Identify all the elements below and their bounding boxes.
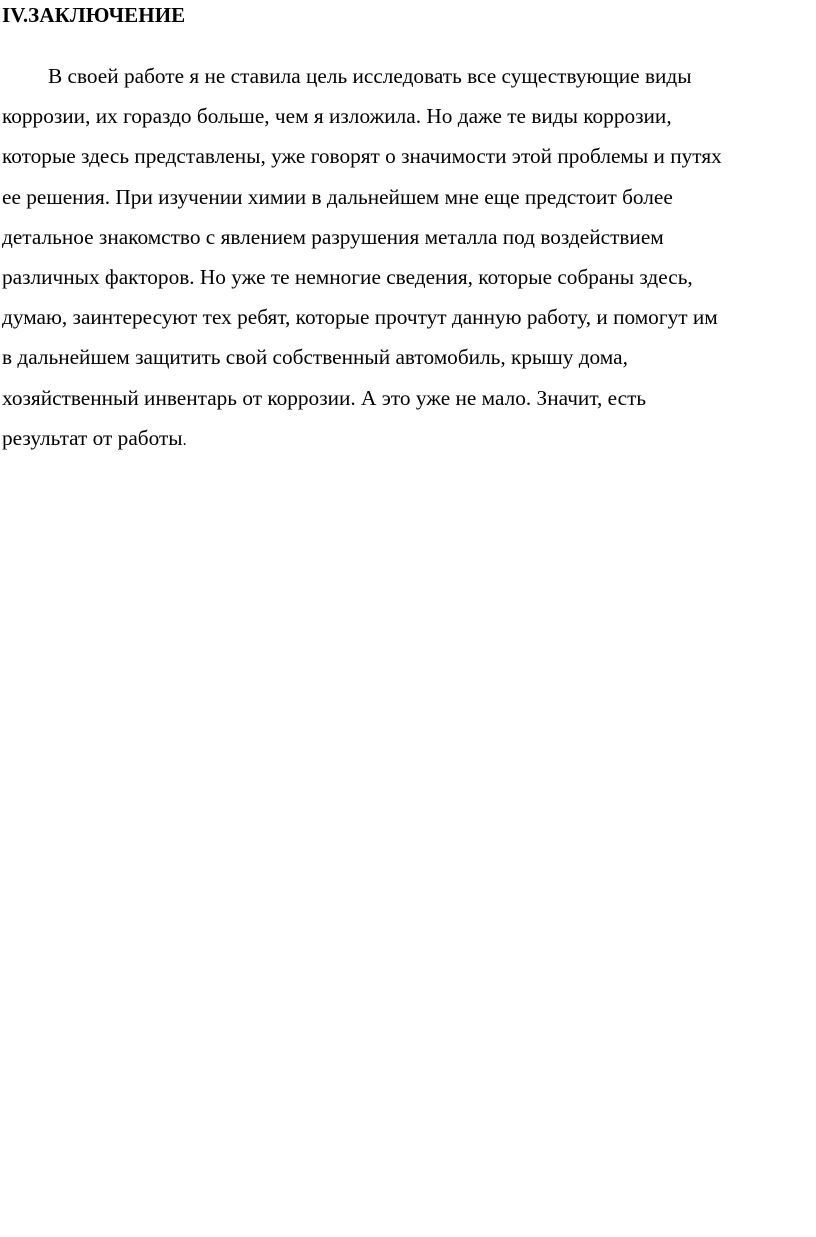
paragraph-line: детальное знакомство с явлением разрушения металла под воздействием <box>2 224 664 249</box>
paragraph-line: хозяйственный инвентарь от коррозии. А это уже не мало. Значит, есть <box>2 385 647 410</box>
final-period: . <box>182 431 187 449</box>
paragraph-line: различных факторов. Но уже те немногие сведения, которые собраны здесь, <box>2 265 693 290</box>
paragraph-line: коррозии, их гораздо больше, чем я изложила. Но даже те виды коррозии, <box>2 104 672 129</box>
paragraph-line: В своей работе я не ставила цель исследовать все существующие виды <box>48 64 692 88</box>
paragraph-line: думаю, заинтересуют тех ребят, которые прочтут данную работу, и помогут им <box>2 305 718 330</box>
section-heading: IV.ЗАКЛЮЧЕНИЕ <box>2 3 186 27</box>
paragraph-line-text: результат от работы <box>2 425 183 450</box>
conclusion-paragraph <box>2 56 810 461</box>
paragraph-line: в дальнейшем защитить свой собственный автомобиль, крышу дома, <box>2 345 628 370</box>
paragraph-line: которые здесь представлены, уже говорят о значимости этой проблемы и путях <box>2 144 722 169</box>
paragraph-last-line <box>2 418 810 461</box>
paragraph-line: ее решения. При изучении химии в дальнейшем мне еще предстоит более <box>2 184 673 209</box>
